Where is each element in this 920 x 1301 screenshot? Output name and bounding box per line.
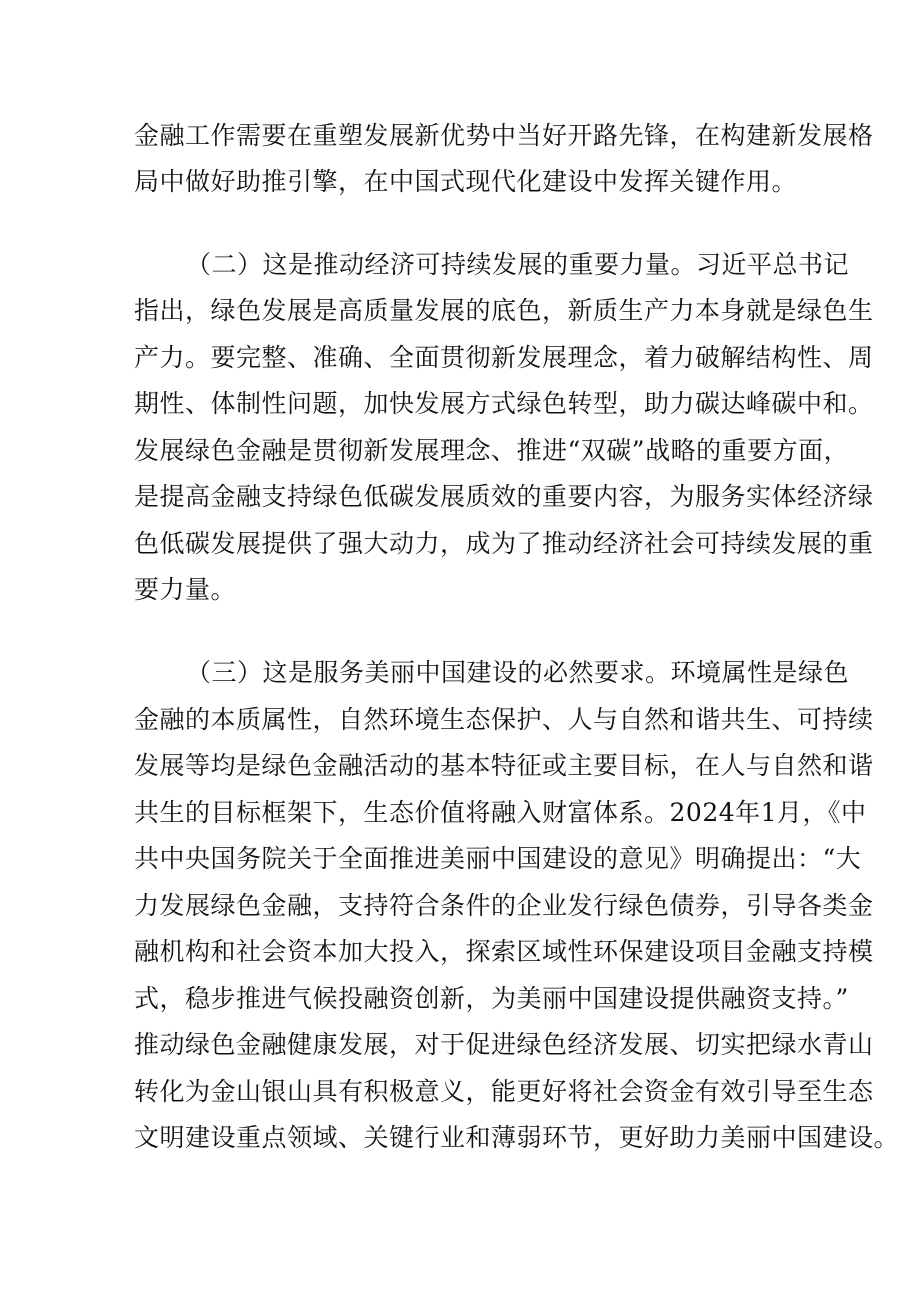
text-line: 指出，绿色发展是高质量发展的底色，新质生产力本身就是绿色生	[134, 296, 874, 325]
text-line: 期性、体制性问题，加快发展方式绿色转型，助力碳达峰碳中和。	[134, 389, 874, 418]
text-line: 发展等均是绿色金融活动的基本特征或主要目标，在人与自然和谐	[134, 751, 874, 780]
text-line: 色低碳发展提供了强大动力，成为了推动经济社会可持续发展的重	[134, 529, 874, 558]
text-line: 局中做好助推引擎，在中国式现代化建设中发挥关键作用。	[134, 167, 798, 196]
text-line: 共生的目标框架下，生态价值将融入财富体系。2024年1月，《中	[134, 798, 867, 827]
text-line: 发展绿色金融是贯彻新发展理念、推进“双碳”战略的重要方面，	[134, 436, 850, 465]
text-line: 文明建设重点领域、关键行业和薄弱环节，更好助力美丽中国建设。	[134, 1123, 900, 1152]
text-line: 产力。要完整、准确、全面贯彻新发展理念，着力破解结构性、周	[134, 343, 874, 372]
text-line: 融机构和社会资本加大投入，探索区域性环保建设项目金融支持模	[134, 937, 874, 966]
text-line: 金融工作需要在重塑发展新优势中当好开路先锋，在构建新发展格	[134, 121, 874, 150]
text-line: （二）这是推动经济可持续发展的重要力量。习近平总书记	[186, 250, 850, 279]
text-line: 是提高金融支持绿色低碳发展质效的重要内容，为服务实体经济绿	[134, 482, 874, 511]
text-line: 要力量。	[134, 575, 237, 604]
text-line: 推动绿色金融健康发展，对于促进绿色经济发展、切实把绿水青山	[134, 1030, 874, 1059]
text-line: 力发展绿色金融，支持符合条件的企业发行绿色债券，引导各类金	[134, 891, 874, 920]
text-line: （三）这是服务美丽中国建设的必然要求。环境属性是绿色	[186, 658, 850, 687]
text-line: 式，稳步推进气候投融资创新，为美丽中国建设提供融资支持。”	[134, 984, 849, 1013]
text-line: 转化为金山银山具有积极意义，能更好将社会资金有效引导至生态	[134, 1077, 874, 1106]
text-line: 金融的本质属性，自然环境生态保护、人与自然和谐共生、可持续	[134, 705, 874, 734]
text-line: 共中央国务院关于全面推进美丽中国建设的意见》明确提出：“大	[134, 844, 862, 873]
